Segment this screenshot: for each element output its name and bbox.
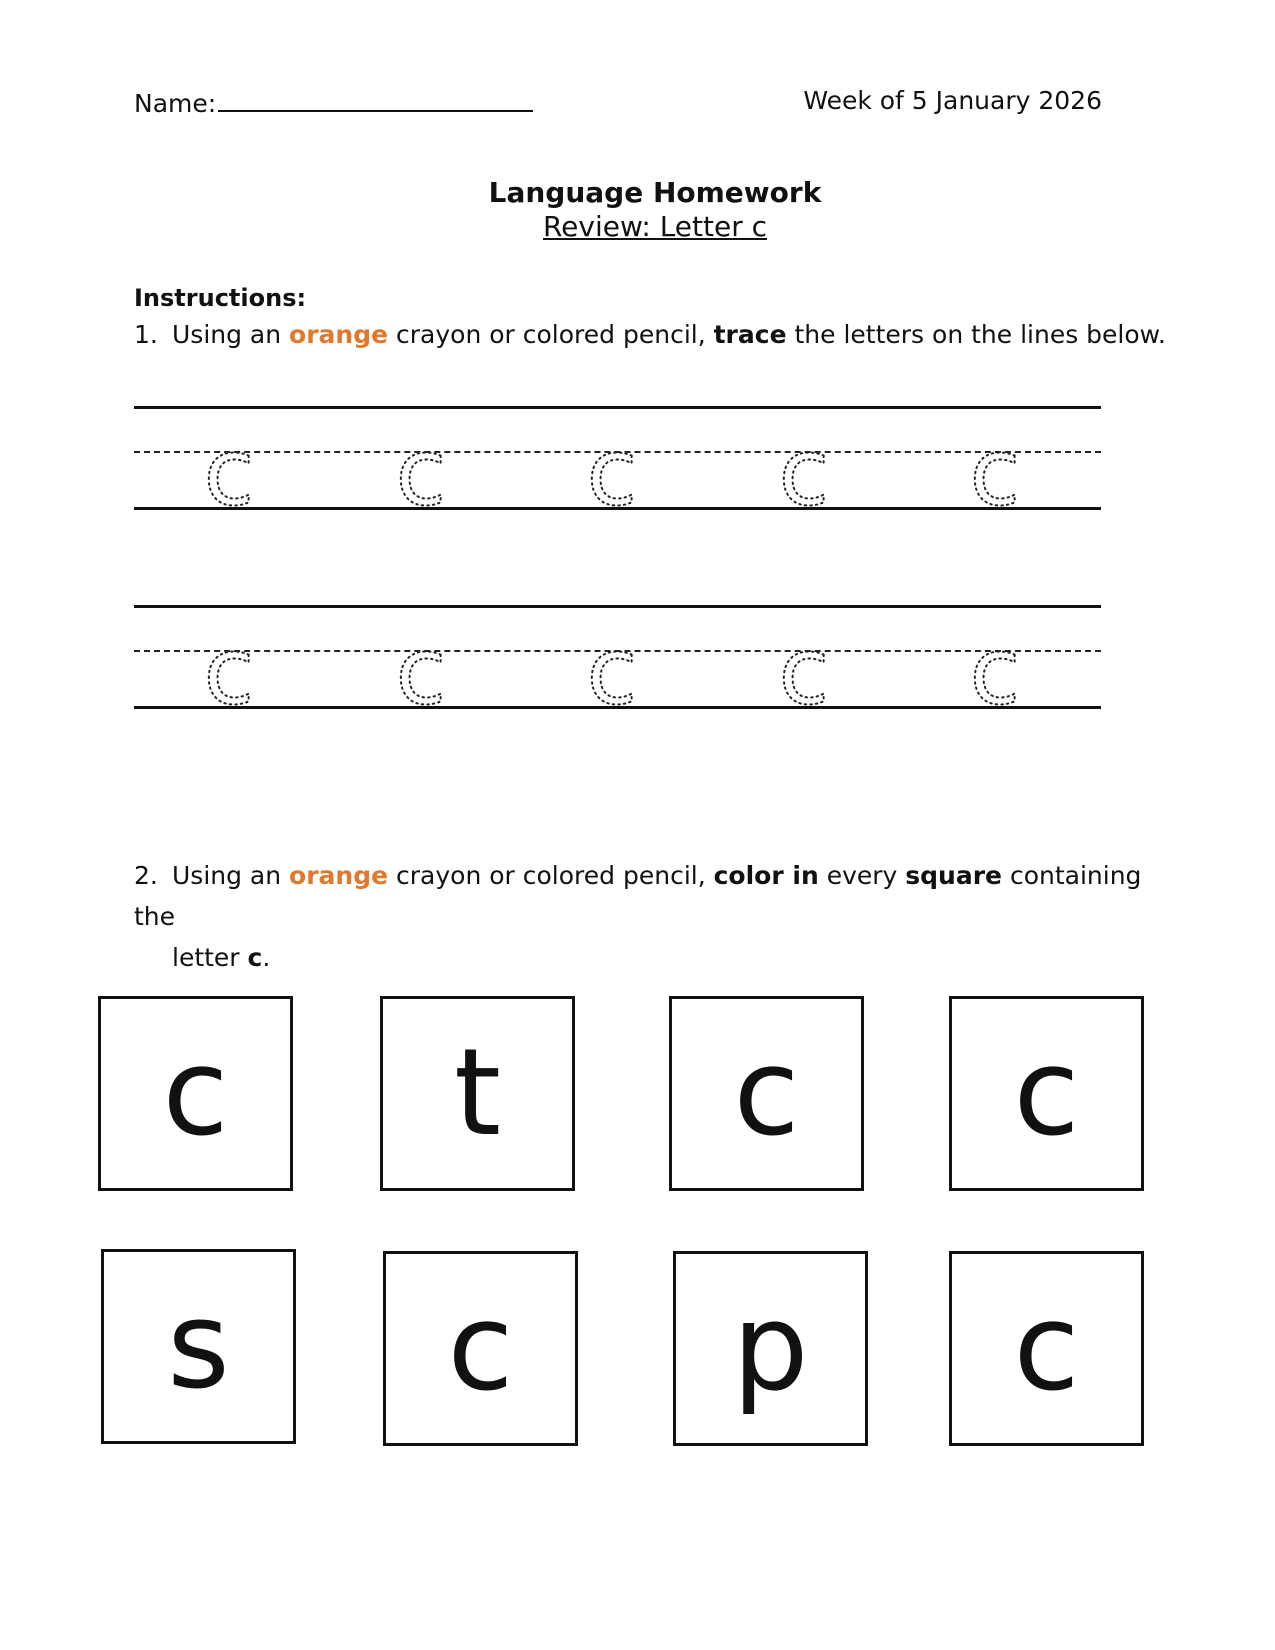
letter-box[interactable] xyxy=(383,1251,578,1446)
trace-letter: c xyxy=(395,419,447,516)
page-title: Language Homework xyxy=(488,176,822,209)
trace-letter: c xyxy=(586,419,638,516)
step-text: crayon or colored pencil, xyxy=(388,320,714,349)
tracing-row-2[interactable] xyxy=(134,605,1101,715)
name-field xyxy=(134,86,533,118)
trace-letter: c xyxy=(969,618,1021,715)
orange-word: orange xyxy=(289,320,389,349)
step-number: 2. xyxy=(134,861,158,890)
trace-letter: c xyxy=(395,618,447,715)
instructions-heading: Instructions: xyxy=(134,284,307,312)
letter-box[interactable] xyxy=(101,1249,296,1444)
step-2-continuation xyxy=(134,937,1154,978)
box-letter: c xyxy=(447,1278,514,1418)
orange-word: orange xyxy=(289,861,389,890)
trace-letter: c xyxy=(586,618,638,715)
letter-box[interactable] xyxy=(380,996,575,1191)
step-text: crayon or colored pencil, xyxy=(388,861,714,890)
letter-box[interactable] xyxy=(98,996,293,1191)
step-number: 1. xyxy=(134,320,158,349)
tracing-row-1[interactable] xyxy=(134,406,1101,516)
letter-box[interactable] xyxy=(673,1251,868,1446)
box-letter: c xyxy=(162,1023,229,1163)
instruction-step-2 xyxy=(134,855,1154,978)
bold-word: trace xyxy=(713,320,787,349)
bold-word: c xyxy=(247,943,263,972)
week-date: Week of 5 January 2026 xyxy=(803,86,1102,115)
instruction-step-1 xyxy=(134,320,1166,349)
tracing-letters xyxy=(134,406,1101,516)
step-text: every xyxy=(818,861,906,890)
bold-word: square xyxy=(905,861,1003,890)
box-letter: c xyxy=(1013,1023,1080,1163)
step-text: Using an xyxy=(172,861,290,890)
step-text: Using an xyxy=(172,320,290,349)
box-letter: c xyxy=(1013,1278,1080,1418)
box-letter: t xyxy=(453,1023,502,1163)
box-letter: s xyxy=(167,1276,230,1416)
trace-letter: c xyxy=(969,419,1021,516)
trace-letter: c xyxy=(203,419,255,516)
box-letter: c xyxy=(733,1023,800,1163)
trace-letter: c xyxy=(203,618,255,715)
letter-box[interactable] xyxy=(669,996,864,1191)
trace-letter: c xyxy=(778,618,830,715)
letter-box[interactable] xyxy=(949,996,1144,1191)
trace-letter: c xyxy=(778,419,830,516)
step-text: letter xyxy=(172,943,248,972)
letter-box[interactable] xyxy=(949,1251,1144,1446)
page-subtitle: Review: Letter c xyxy=(542,210,768,243)
name-label: Name: xyxy=(134,89,217,118)
tracing-letters xyxy=(134,605,1101,715)
step-text: the letters on the lines below. xyxy=(786,320,1166,349)
bold-word: color in xyxy=(713,861,819,890)
step-text: containing the xyxy=(134,861,1142,931)
name-blank-line[interactable] xyxy=(218,86,533,112)
box-letter: p xyxy=(732,1278,809,1418)
step-text: . xyxy=(262,943,271,972)
